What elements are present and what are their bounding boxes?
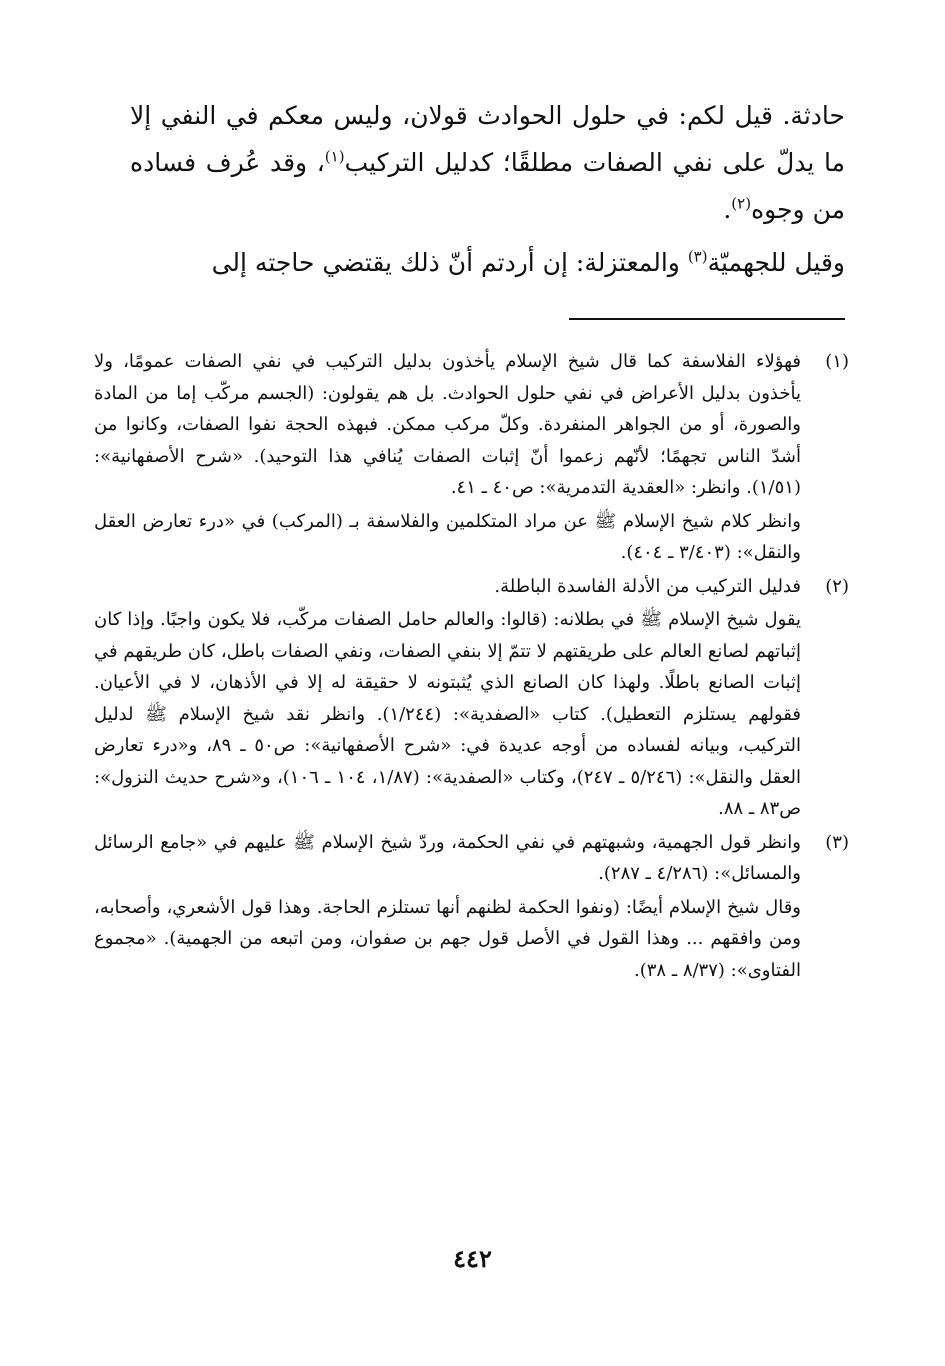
- footnote-number-3: (٣): [825, 831, 849, 853]
- main-paragraph-2: [130, 239, 845, 286]
- main-body-text: [130, 92, 845, 286]
- main-paragraph-1: [130, 92, 845, 233]
- main-p1-text: حادثة. قيل لكم: في حلول الحوادث قولان، وليس معكم في النفي إلا ما يدلّ على نفي الصفات مطلقًا؛ كدليل التركيب: [130, 101, 845, 177]
- footnote-separator: [569, 318, 845, 320]
- footnote-number-2: (٢): [825, 575, 849, 597]
- page-number: ٤٤٢: [453, 1244, 492, 1273]
- main-p2-start: وقيل للجهميّة: [707, 248, 845, 277]
- main-p2-end: والمعتزلة: إن أردتم أنّ ذلك يقتضي حاجته إلى: [211, 248, 688, 277]
- footnote-2-paragraph-1: فدليل التركيب من الأدلة الفاسدة الباطلة.: [494, 575, 801, 597]
- footnote-number-1: (١): [825, 351, 849, 372]
- footnote-ref-2[interactable]: (٢): [731, 194, 752, 213]
- footnote-1-paragraph-2: وانظر كلام شيخ الإسلام ﷺ عن مراد المتكلمين والفلاسفة بـ (المركب) في «درء تعارض العقل والنقل»: (٣/٤٠٣ ـ ٤٠٤).: [94, 510, 801, 563]
- footnote-3-paragraph-2: وقال شيخ الإسلام أيضًا: (ونفوا الحكمة لظنهم أنها تستلزم الحاجة. وهذا قول الأشعري، وأصحابه، ومن وافقهم ... وهذا القول في الأصل قول جهم بن صفوان، ومن اتبعه من الجهمية). «مجموع الفتاوى»: (٨/٣٧ ـ ٣٨).: [94, 896, 801, 981]
- footnote-1: [94, 346, 849, 569]
- main-p1-end: .: [723, 195, 732, 224]
- footnote-2-paragraph-2: يقول شيخ الإسلام ﷺ في بطلانه: (قالوا: والعالم حامل الصفات مركّب، فلا يكون واجبًا. وإذا كان إثباتهم لصانع العالم على طريقتهم لا تتمّ إلا بنفي الصفات، ونفي الصفات باطل، كان طريقهم في إثبات الصانع باطلًا. ولهذا كان الصانع الذي يُثبتونه لا حقيقة له إلا في الأذهان، لا في الأعيان. فقولهم يستلزم التعطيل). كتاب «الصفدية»: (١/٢٤٤). وانظر نقد شيخ الإسلام ﷺ لدليل التركيب، وبيانه لفساده من أوجه عديدة في: «شرح الأصفهانية»: ص٥٠ ـ ٨٩، و«درء تعارض العقل والنقل»: (٥/٢٤٦ ـ ٢٤٧)، وكتاب «الصفدية»: (١/٨٧، ١٠٤ ـ ١٠٦)، و«شرح حديث النزول»: ص٨٣ ـ ٨٨.: [94, 609, 802, 819]
- footnotes: [94, 346, 849, 988]
- main-p1-mid: ، وقد عُرف فساده من وجوه: [130, 148, 845, 224]
- footnote-3: [94, 827, 849, 987]
- footnote-3-paragraph-1: وانظر قول الجهمية، وشبهتهم في نفي الحكمة، وردّ شيخ الإسلام ﷺ عليهم في «جامع الرسائل والمسائل»: (٤/٢٨٦ ـ ٢٨٧).: [94, 831, 801, 884]
- footnote-2: [94, 571, 849, 825]
- footnote-ref-3[interactable]: (٣): [687, 247, 708, 266]
- footnote-1-paragraph-1: فهؤلاء الفلاسفة كما قال شيخ الإسلام يأخذون بدليل التركيب في نفي الصفات عمومًا، ولا يأخذون بدليل الأعراض في نفي حلول الحوادث. بل هم يقولون: (الجسم مركّب إما من المادة والصورة، أو من الجواهر المنفردة. وكلّ مركب ممكن. فبهذه الحجة نفوا الصفات، وكانوا من أشدّ الناس تجهمًا؛ لأنّهم زعموا أنّ إثبات الصفات يُنافي هذا التوحيد). «شرح الأصفهانية»: (١/٥١). وانظر: «العقدية التدمرية»: ص٤٠ ـ ٤١.: [94, 351, 801, 498]
- footnote-ref-1[interactable]: (١): [324, 147, 345, 166]
